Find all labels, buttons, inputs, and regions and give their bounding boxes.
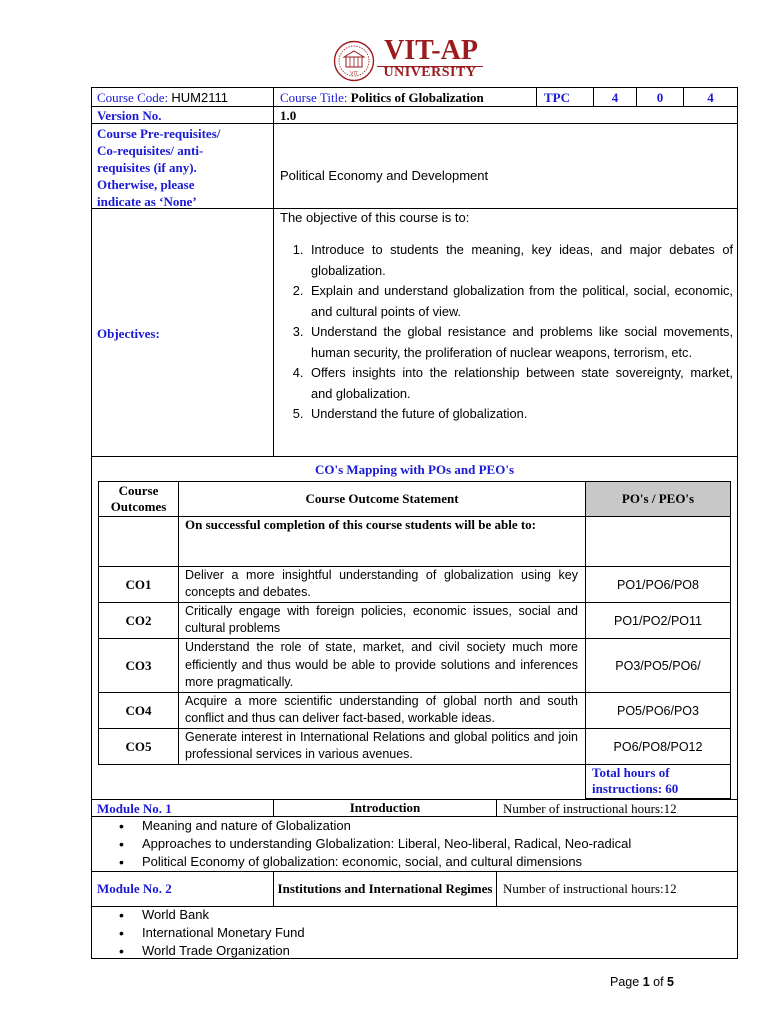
course-code-value: HUM2111	[171, 90, 228, 105]
co-id: CO3	[125, 657, 152, 673]
topic-item: • Approaches to understanding Globalization: Liberal, Neo-liberal, Radical, Neo-radical	[92, 835, 736, 853]
module-topics	[92, 906, 736, 960]
co-pos: PO3/PO5/PO6/	[615, 658, 701, 673]
page-total: 5	[667, 975, 674, 989]
tpc-label: TPC	[544, 90, 570, 105]
co-statement: Deliver a more insightful understanding of globalization using key concepts and debates.	[185, 568, 578, 599]
objectives-intro: The objective of this course is to:	[280, 210, 470, 225]
logo-name: VIT-AP	[384, 35, 478, 66]
module-label: Module No. 2	[97, 881, 172, 896]
tpc-value-t: 0	[656, 90, 664, 105]
co-statement: Generate interest in International Relations and global politics and join professional services in various avenues.	[185, 730, 578, 761]
course-code-label: Course Code:	[97, 90, 169, 105]
university-logo	[333, 35, 485, 82]
objective-item: 5. Understand the future of globalization.	[307, 404, 733, 425]
tpc-value-l: 4	[611, 90, 619, 105]
course-title-cell	[280, 89, 536, 106]
co-id: CO5	[125, 738, 152, 754]
module-title: Introduction	[349, 800, 421, 815]
course-title-label: Course Title:	[280, 90, 348, 105]
university-seal-icon	[333, 40, 375, 82]
prereq-line: Course Pre-requisites/	[97, 126, 221, 141]
topic-item: • Political Economy of globalization: economic, social, and cultural dimensions	[92, 853, 736, 871]
module-hours: Number of instructional hours:12	[503, 881, 677, 896]
prereq-value: Political Economy and Development	[280, 168, 489, 183]
tpc-value-c: 4	[707, 90, 714, 105]
topic-item: • World Trade Organization	[92, 942, 736, 960]
objective-item: 4. Offers insights into the relationship between state sovereignty, market, and globalization.	[307, 363, 733, 404]
co-statement: Critically engage with foreign policies, economic issues, social and cultural problems	[185, 604, 578, 635]
co-pos: PO5/PO6/PO3	[617, 703, 699, 718]
prereq-line: Co-requisites/ anti-	[97, 143, 204, 158]
objective-item: 2. Explain and understand globalization from the political, social, economic, and cultural points of view.	[307, 281, 733, 322]
objectives-list	[275, 240, 733, 425]
prereq-line: requisites (if any).	[97, 160, 197, 175]
topic-item: • International Monetary Fund	[92, 924, 736, 942]
module-title: Institutions and International Regimes	[277, 881, 493, 896]
objective-item: 1. Introduce to students the meaning, key ideas, and major debates of globalization.	[307, 240, 733, 281]
module-hours: Number of instructional hours:12	[503, 801, 677, 816]
course-code-cell	[97, 89, 273, 106]
co-statement: Acquire a more scientific understanding of global north and south conflict and thus can deliver fact-based, workable ideas.	[185, 694, 578, 725]
of-word: of	[653, 975, 664, 989]
topic-item: • World Bank	[92, 906, 736, 924]
co-id: CO1	[125, 576, 152, 592]
co-pos: PO1/PO6/PO8	[617, 577, 699, 592]
col-header-statement: Course Outcome Statement	[305, 491, 459, 506]
seal-text: VIT	[350, 71, 358, 77]
mapping-title: CO's Mapping with POs and PEO's	[314, 462, 515, 477]
col-header-outcomes: Course Outcomes	[110, 483, 167, 514]
co-statement: Understand the role of state, market, and civil society much more efficiently and thus would be able to provide solutions and inferences more pragmatically.	[185, 640, 578, 689]
co-pos: PO1/PO2/PO11	[613, 613, 702, 628]
version-label: Version No.	[97, 108, 162, 123]
page-footer	[610, 975, 674, 989]
prereq-line: Otherwise, please	[97, 177, 195, 192]
topic-item: • Meaning and nature of Globalization	[92, 817, 736, 835]
module-label: Module No. 1	[97, 801, 172, 816]
prereq-label	[97, 125, 269, 210]
co-id: CO2	[125, 612, 152, 628]
objectives-label: Objectives:	[97, 326, 160, 341]
version-value: 1.0	[280, 108, 297, 123]
logo-subtitle: UNIVERSITY	[383, 65, 477, 80]
prereq-line: indicate as ‘None’	[97, 194, 197, 209]
page-number: 1	[642, 975, 650, 989]
co-pos: PO6/PO8/PO12	[613, 739, 703, 754]
col-header-pos: PO's / PEO's	[621, 491, 695, 506]
mapping-intro: On successful completion of this course students will be able to:	[185, 517, 536, 532]
page-word: Page	[610, 975, 640, 989]
co-id: CO4	[125, 702, 152, 718]
module-topics	[92, 817, 736, 871]
course-title-value: Politics of Globalization	[350, 90, 484, 105]
total-hours: Total hours of instructions: 60	[592, 765, 679, 796]
objective-item: 3. Understand the global resistance and problems like social movements, human security, the proliferation of nuclear weapons, terrorism, etc.	[307, 322, 733, 363]
